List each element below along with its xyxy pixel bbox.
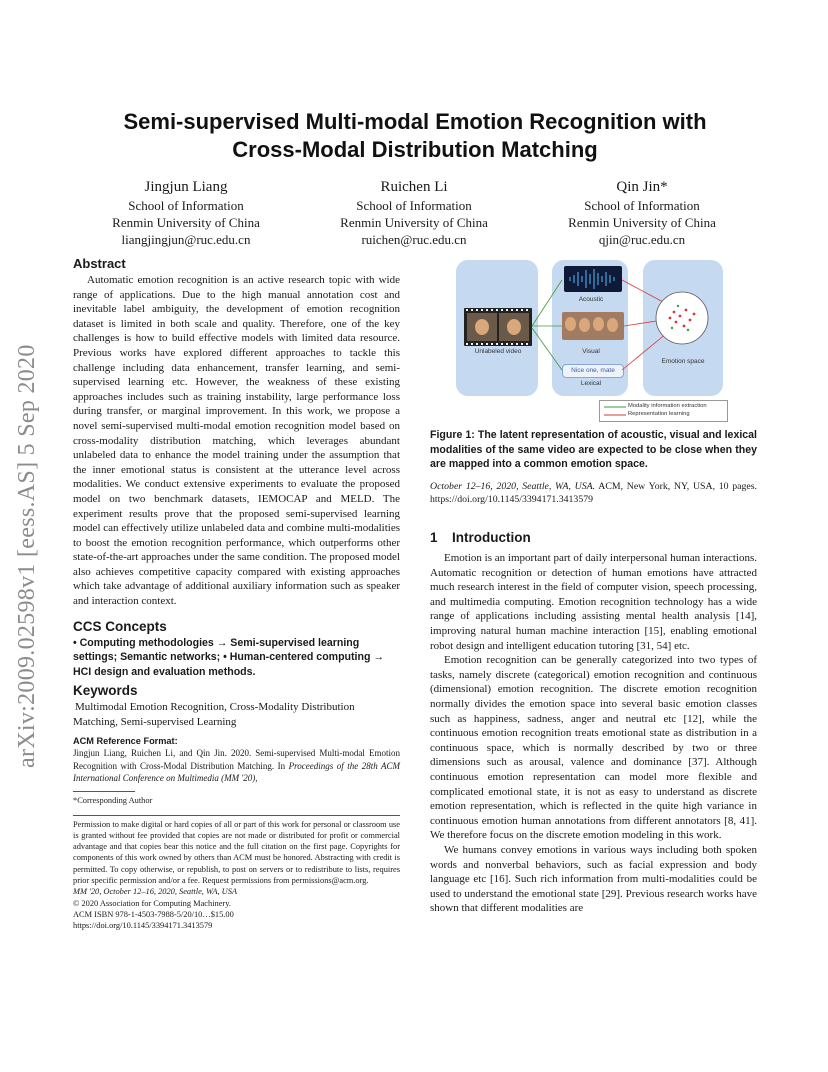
author-name: Qin Jin* <box>616 179 668 195</box>
legend-arrows <box>604 404 628 418</box>
acm-ref-authors: Jingjun Liang, Ruichen Li, and Qin Jin. 2020. Semi-supervised Multi-modal Emotion Recognition with Cross-Modal Distribution Matching. In <box>73 748 400 771</box>
figure-legend <box>599 400 728 422</box>
legend-representation: Representation learning <box>628 411 690 417</box>
author-affiliation: School of Information <box>128 198 244 213</box>
author-2 <box>300 178 528 248</box>
ccs-text: • Computing methodologies → Semi-supervised learning settings; Semantic networks; • Human-centered computing → HCI design and evaluation methods. <box>73 636 384 678</box>
label-acoustic: Acoustic <box>578 296 604 303</box>
acm-ref-venue: Proceedings of the 28th ACM International Conference on Multimedia (MM '20), <box>73 760 400 783</box>
permission-venue <box>73 886 400 897</box>
right-column <box>430 428 757 916</box>
introduction-heading <box>430 530 757 545</box>
abstract-text: Automatic emotion recognition is an active research topic with wide range of applications. Due to the high manual annotation cost and inevitable label ambiguity, the development of emotion recognition dataset is limited in both scale and quality. Therefore, one of the key challenges is how to build effective models with limited data resource. Previous works have explored different approaches to tackle this challenge including data enhancement, transfer learning, and semi-supervised learning etc. However, the weakness of these existing approaches includes such as training instability, large performance loss during transfer, or marginal improvement. In this work, we propose a novel semi-supervised multi-modal emotion recognition model based on cross-modality distribution matching, which leverages abundant unlabeled data to enhance the model training under the assumption that the inner emotional status is consistent at the utterance level across modalities. We conduct extensive experiments to evaluate the proposed model on two benchmark datasets, IEMOCAP and MELD. The experiment results prove that the proposed semi-supervised learning model can effectively utilize unlabeled data and combine multi-modalities to boost the emotion recognition performance, which outperforms other state-of-the-art approaches under the same condition. The proposed model also achieves competitive capacity compared with existing approaches which take advantage of additional auxiliary information such as speaker and interaction context. <box>73 274 400 608</box>
section-number: 1 <box>430 530 438 546</box>
conference-rest: ACM, New York, NY, USA, 10 pages. https://doi.org/10.1145/3394171.3413579 <box>430 480 757 505</box>
conference-date: October 12–16, 2020, Seattle, WA, USA. <box>430 480 596 492</box>
doi-line: https://doi.org/10.1145/3394171.3413579 <box>73 921 213 931</box>
conference-line <box>430 480 757 507</box>
author-affiliation: School of Information <box>584 198 700 213</box>
keywords-heading: Keywords <box>73 683 138 699</box>
permission-rule <box>73 815 400 816</box>
intro-paragraph: Emotion is an important part of daily interpersonal human interactions. Automatic recognition or detection of human emotions have attracted much research interest in the field of computer vision, speech processing, and multimedia computing. Emotion recognition technology has a wide range of applications including assisting mental health analysis [14], improving natural human machine interaction [15], enabling emotional robot design and intelligent education tutoring [31, 54] etc. <box>430 552 757 652</box>
intro-paragraph: We humans convey emotions in various ways including both spoken words and nonverbal behaviors, such as facial expression and body language etc [16]. Such rich information from multi-modalities could be used to understand the emotional state [29]. Previous research works have shown that different modalities are <box>430 843 757 915</box>
label-unlabeled-video: Unlabeled video <box>474 348 522 355</box>
author-email: liangjingjun@ruc.edu.cn <box>121 232 251 247</box>
author-affiliation: Renmin University of China <box>568 215 716 230</box>
title-line-1: Semi-supervised Multi-modal Emotion Recognition with <box>123 109 707 134</box>
author-affiliation: Renmin University of China <box>112 215 260 230</box>
paper-title <box>60 108 770 164</box>
section-title: Introduction <box>452 530 531 546</box>
legend-extraction: Modality information extraction <box>628 403 707 409</box>
intro-paragraph: Emotion recognition can be generally categorized into two types of tasks, namely discrete (categorical) emotion recognition and continuous (dimensional) emotion recognition. The discrete emotion recognition normally divides the emotion space into several basic emotion classes such as happiness, sadness, anger and neutral etc [12], while the continuous emotion recognition treats emotional state as distribution in a continuous space, which is normally described by two or three dimensions such as arousal, valence and dominance [37]. Although continuous emotion representation can model more flexible and complicated emotional state, it is not as easy to understand as discrete emotion representation, which is reflected in the quite high variance in continuous emotion human annotations from different annotators [8, 41]. We therefore focus on the discrete emotion modeling in this work. <box>430 654 757 842</box>
abstract-heading: Abstract <box>73 256 126 271</box>
author-name: Ruichen Li <box>380 179 448 195</box>
keywords-text: Multimodal Emotion Recognition, Cross-Modality Distribution Matching, Semi-supervised Learning <box>73 701 355 728</box>
permission-venue-italic: MM '20, October 12–16, 2020, Seattle, WA, USA <box>73 887 238 897</box>
permission-text: Permission to make digital or hard copies of all or part of this work for personal or classroom use is granted without fee provided that copies are not made or distributed for profit or commercial advantage and that copies bear this notice and the full citation on the first page. Copyrights for components of this work owned by others than ACM must be honored. Abstracting with credit is permitted. To copy otherwise, or republish, to post on servers or to redistribute to lists, requires prior specific permission and/or a fee. Request permissions from permissions@acm.org. <box>73 819 400 886</box>
author-affiliation: School of Information <box>356 198 472 213</box>
footnote-rule <box>73 791 135 792</box>
author-1 <box>72 178 300 248</box>
author-email: ruichen@ruc.edu.cn <box>361 232 467 247</box>
acm-ref-text <box>73 747 400 784</box>
lexical-text-box: Nice one, mate <box>562 364 624 378</box>
left-column <box>73 256 400 932</box>
author-affiliation: Renmin University of China <box>340 215 488 230</box>
label-lexical: Lexical <box>580 380 602 387</box>
label-emotion-space: Emotion space <box>661 358 705 365</box>
label-visual: Visual <box>582 348 600 355</box>
author-email: qjin@ruc.edu.cn <box>598 232 686 247</box>
title-line-2: Cross-Modal Distribution Matching <box>232 137 598 162</box>
figure-1 <box>456 258 754 426</box>
author-name: Jingjun Liang <box>144 179 228 195</box>
copyright-line: © 2020 Association for Computing Machinery. <box>73 898 231 908</box>
ccs-heading: CCS Concepts <box>73 618 167 634</box>
author-block <box>72 178 756 248</box>
footnote: *Corresponding Author <box>73 796 153 806</box>
emotion-space-circle <box>656 292 708 344</box>
isbn-line: ACM ISBN 978-1-4503-7988-5/20/10…$15.00 <box>73 909 234 919</box>
acm-ref-heading: ACM Reference Format: <box>73 736 178 747</box>
author-3 <box>528 178 756 248</box>
figure-caption: Figure 1: The latent representation of acoustic, visual and lexical modalities of the same video are expected to be close when they are mapped into a common emotion space. <box>430 429 757 470</box>
arxiv-stamp: arXiv:2009.02598v1 [eess.AS] 5 Sep 2020 <box>14 344 40 768</box>
